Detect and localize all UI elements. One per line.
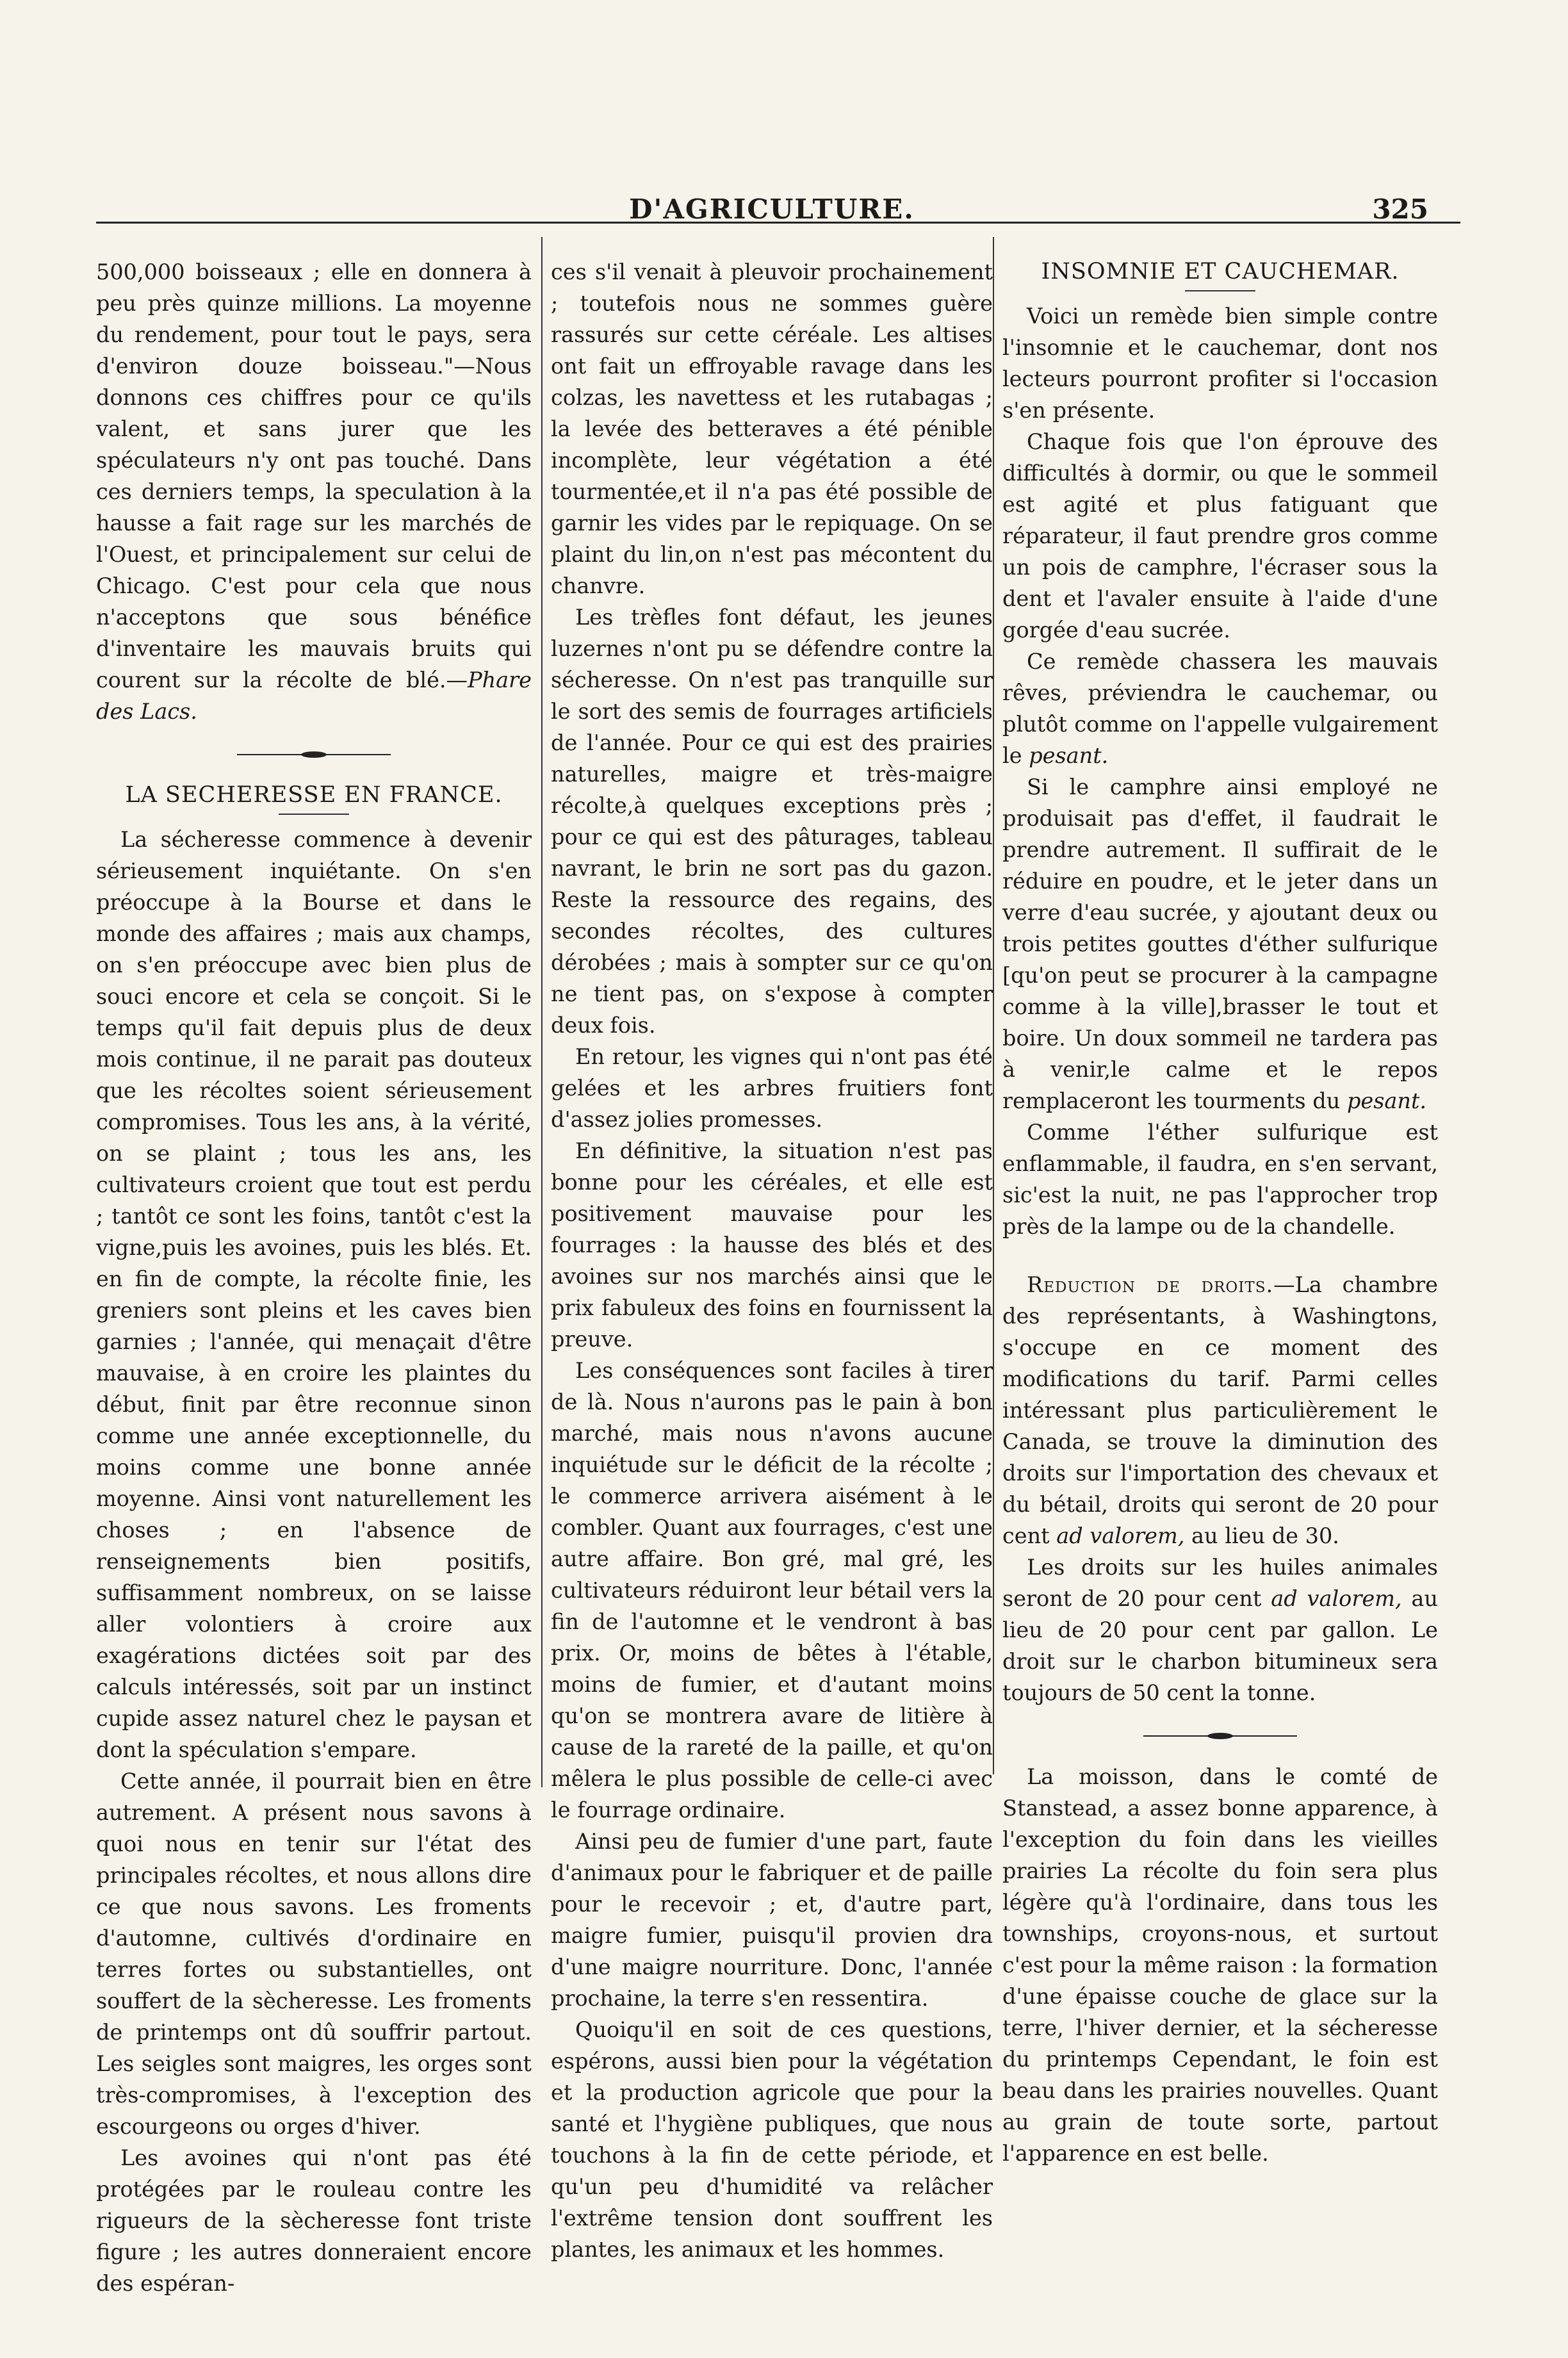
paragraph: En définitive, la situation n'est pas bonne pour les céréales, et elle est positivement mauvaise pour les fourrages : la hausse des blés et des avoines sur nos marchés ainsi que le prix fabuleux des foins en fournissent la preuve. [551,1138,993,1352]
paragraph: Comme l'éther sulfurique est enflammable, il faudra, en s'en servant, sic'est la nuit, ne pas l'approcher trop près de la lampe ou de la chandelle. [1002,1120,1438,1239]
ornament-divider [237,749,391,760]
title-rule [279,814,349,815]
spacer [1002,1242,1438,1269]
section-title: INSOMNIE ET CAUCHEMAR. [1041,259,1400,284]
paragraph: La moisson, dans le comté de Stanstead, a assez bonne apparence, à l'exception du foin dans les vieilles prairies La récolte du foin sera plus légère qu'à l'ordinaire, dans tous les townships, croyons-nous, et surtout c'est pour la même raison : la formation d'une épaisse couche de glace sur la terre, l'hiver dernier, et la sécheresse du printemps Cependant, le foin est beau dans les prairies nouvelles. Quant au grain de toute sorte, partout l'apparence en est belle. [1002,1764,1438,2166]
column-2 [551,256,993,2262]
page-number: 325 [1372,193,1428,225]
article-continuation [96,256,532,727]
title-rule [1185,290,1255,291]
column-divider-1 [541,237,543,1787]
paragraph: Les trèfles font défaut, les jeunes luzernes n'ont pu se défendre contre la sécheresse. On n'est pas tranquille sur le sort des semis de fourrages artificiels de l'année. Pour ce qui est des prairies naturelles, maigre et très-maigre récolte,à quelques exceptions près ; pour ce qui est des pâturages, tableau navrant, le brin ne sort pas du gazon. Reste la ressource des regains, des secondes récoltes, des cultures dérobées ; mais à sompter sur ce qu'on ne tient pas, on s'expose à compter deux fois. [551,605,993,1038]
column-1 [96,256,532,2296]
paragraph: Ainsi peu de fumier d'une part, faute d'animaux pour le fabriquer et de paille pour le recevoir ; et, d'autre part, maigre fumier, puisqu'il provien dra d'une maigre nourriture. Donc, l'année prochaine, la terre s'en ressentira. [551,1829,993,2011]
page-header [96,193,1448,232]
ornament-divider [1143,1730,1297,1742]
paragraph: Ce remède chassera les mauvais rêves, préviendra le cauchemar, ou plutôt comme on l'appelle vulgairement le pesant. [1002,649,1438,768]
paragraph: Quoiqu'il en soit de ces questions, espérons, aussi bien pour la végétation et la production agricole que pour la santé et l'hygiène publiques, que nous touchons à la fin de cette période, et qu'un peu d'humidité va relâcher l'extrême tension dont souffrent les plantes, les animaux et les hommes. [551,2017,993,2262]
header-rule [96,222,1460,224]
paragraph: Les conséquences sont faciles à tirer de là. Nous n'aurons pas le pain à bon marché, mais nous n'avons aucune inquiétude sur le déficit de la récolte ; le commerce arrivera aisément à le combler. Quant aux fourrages, c'est une autre affaire. Bon gré, mal gré, les cultivateurs réduiront leur bétail vers la fin de l'automne et le vendront à bas prix. Or, moins de bêtes à l'étable, moins de fumier, et d'autant moins qu'on se montrera avare de litière à cause de la rareté de la paille, et qu'on mêlera le plus possible de celle-ci avec le fourrage ordinaire. [551,1358,993,1822]
running-title: D'AGRICULTURE. [629,193,915,225]
paragraph: Cette année, il pourrait bien en être autrement. A présent nous savons à quoi nous en tenir sur l'état des principales récoltes, et nous allons dire ce que nous savons. Les froments d'automne, cultivés d'ordinaire en terres fortes ou substantielles, ont souffert de la sècheresse. Les froments de printemps ont dû souffrir partout. Les seigles sont maigres, les orges sont très-compromises, à l'exception des escourgeons ou orges d'hiver. [96,1769,532,2139]
paragraph: Si le camphre ainsi employé ne produisait pas d'effet, il faudrait le prendre autrement. Il suffirait de le réduire en poudre, et le jeter dans un verre d'eau sucrée, y ajoutant deux ou trois petites gouttes d'éther sulfurique [qu'on peut se procurer à la campagne comme à la ville],brasser le tout et boire. Un doux sommeil ne tardera pas à venir,le calme et le repos remplaceront les tourments du pesant. [1002,774,1438,1113]
paragraph: La sécheresse commence à devenir sérieusement inquiétante. On s'en préoccupe à la Bourse et dans le monde des affaires ; mais aux champs, on s'en préoccupe avec bien plus de souci encore et cela se conçoit. Si le temps qu'il fait depuis plus de deux mois continue, il ne parait pas douteux que les récoltes soient sérieusement compromises. Tous les ans, à la vérité, on se plaint ; tous les ans, les cultivateurs croient que tout est perdu ; tantôt ce sont les foins, tantôt c'est la vigne,puis les avoines, puis les blés. Et. en fin de compte, la récolte finie, les greniers sont pleins et les caves bien garnies ; l'année, qui menaçait d'être mauvaise, à en croire les plaintes du début, finit par être reconnue sinon comme une année exceptionnelle, du moins comme une bonne année moyenne. Ainsi vont naturellement les choses ; en l'absence de renseignements bien positifs, suffisamment nombreux, on se laisse aller volontiers à croire aux exagérations dictées soit par des calculs intéressés, soit par un instinct cupide assez naturel chez le paysan et dont la spéculation s'empare. [96,827,532,1762]
column-divider-2 [993,237,994,1774]
paragraph: Chaque fois que l'on éprouve des difficultés à dormir, ou que le sommeil est agité et plus fatiguant que réparateur, il faut prendre gros comme un pois de camphre, l'écraser sous la dent et l'avaler ensuite à l'aide d'une gorgée d'eau sucrée. [1002,429,1438,643]
item-lead: Reduction de droits. [1027,1272,1274,1297]
paragraph: Reduction de droits.—La chambre des représentants, à Washingtons, s'occupe en ce moment des modifications du tarif. Parmi celles intéressant plus particulièrement le Canada, se trouve la diminution des droits sur l'importation des chevaux et du bétail, droits qui seront de 20 pour cent ad valorem, au lieu de 30. [1002,1272,1438,1548]
paragraph: 500,000 boisseaux ; elle en donnera à peu près quinze millions. La moyenne du rendement, pour tout le pays, sera d'environ douze boisseau."—Nous donnons ces chiffres pour ce qu'ils valent, et sans jurer que les spéculateurs n'y ont pas touché. Dans ces derniers temps, la speculation à la hausse a fait rage sur les marchés de l'Ouest, et principalement sur celui de Chicago. C'est pour cela que nous n'acceptons que sous bénéfice d'inventaire les mauvais bruits qui courent sur la récolte de blé.— [96,259,532,692]
section-title: LA SECHERESSE EN FRANCE. [125,782,503,808]
column-3 [1002,256,1438,2166]
paragraph: ces s'il venait à pleuvoir prochainement ; toutefois nous ne sommes guère rassurés sur cette céréale. Les altises ont fait un effroyable ravage dans les colzas, les navettess et les rutabagas ; la levée des betteraves a été pénible incomplète, leur végétation a été tourmentée,et il n'a pas été possible de garnir les vides par le repiquage. On se plaint du lin,on n'est pas mécontent du chanvre. [551,259,993,598]
source-credit: Phare des Lacs. [96,667,532,724]
paragraph: Les droits sur les huiles animales seront de 20 pour cent ad valorem, au lieu de 20 pour cent par gallon. Le droit sur le charbon bitumineux sera toujours de 50 cent la tonne. [1002,1555,1438,1705]
paragraph: En retour, les vignes qui n'ont pas été gelées et les arbres fruitiers font d'assez jolies promesses. [551,1044,993,1132]
paragraph: Voici un remède bien simple contre l'insomnie et le cauchemar, dont nos lecteurs pourront profiter si l'occasion s'en présente. [1002,304,1438,423]
paragraph: Les avoines qui n'ont pas été protégées par le rouleau contre les rigueurs de la sècheresse font triste figure ; les autres donneraient encore des espéran- [96,2145,532,2296]
